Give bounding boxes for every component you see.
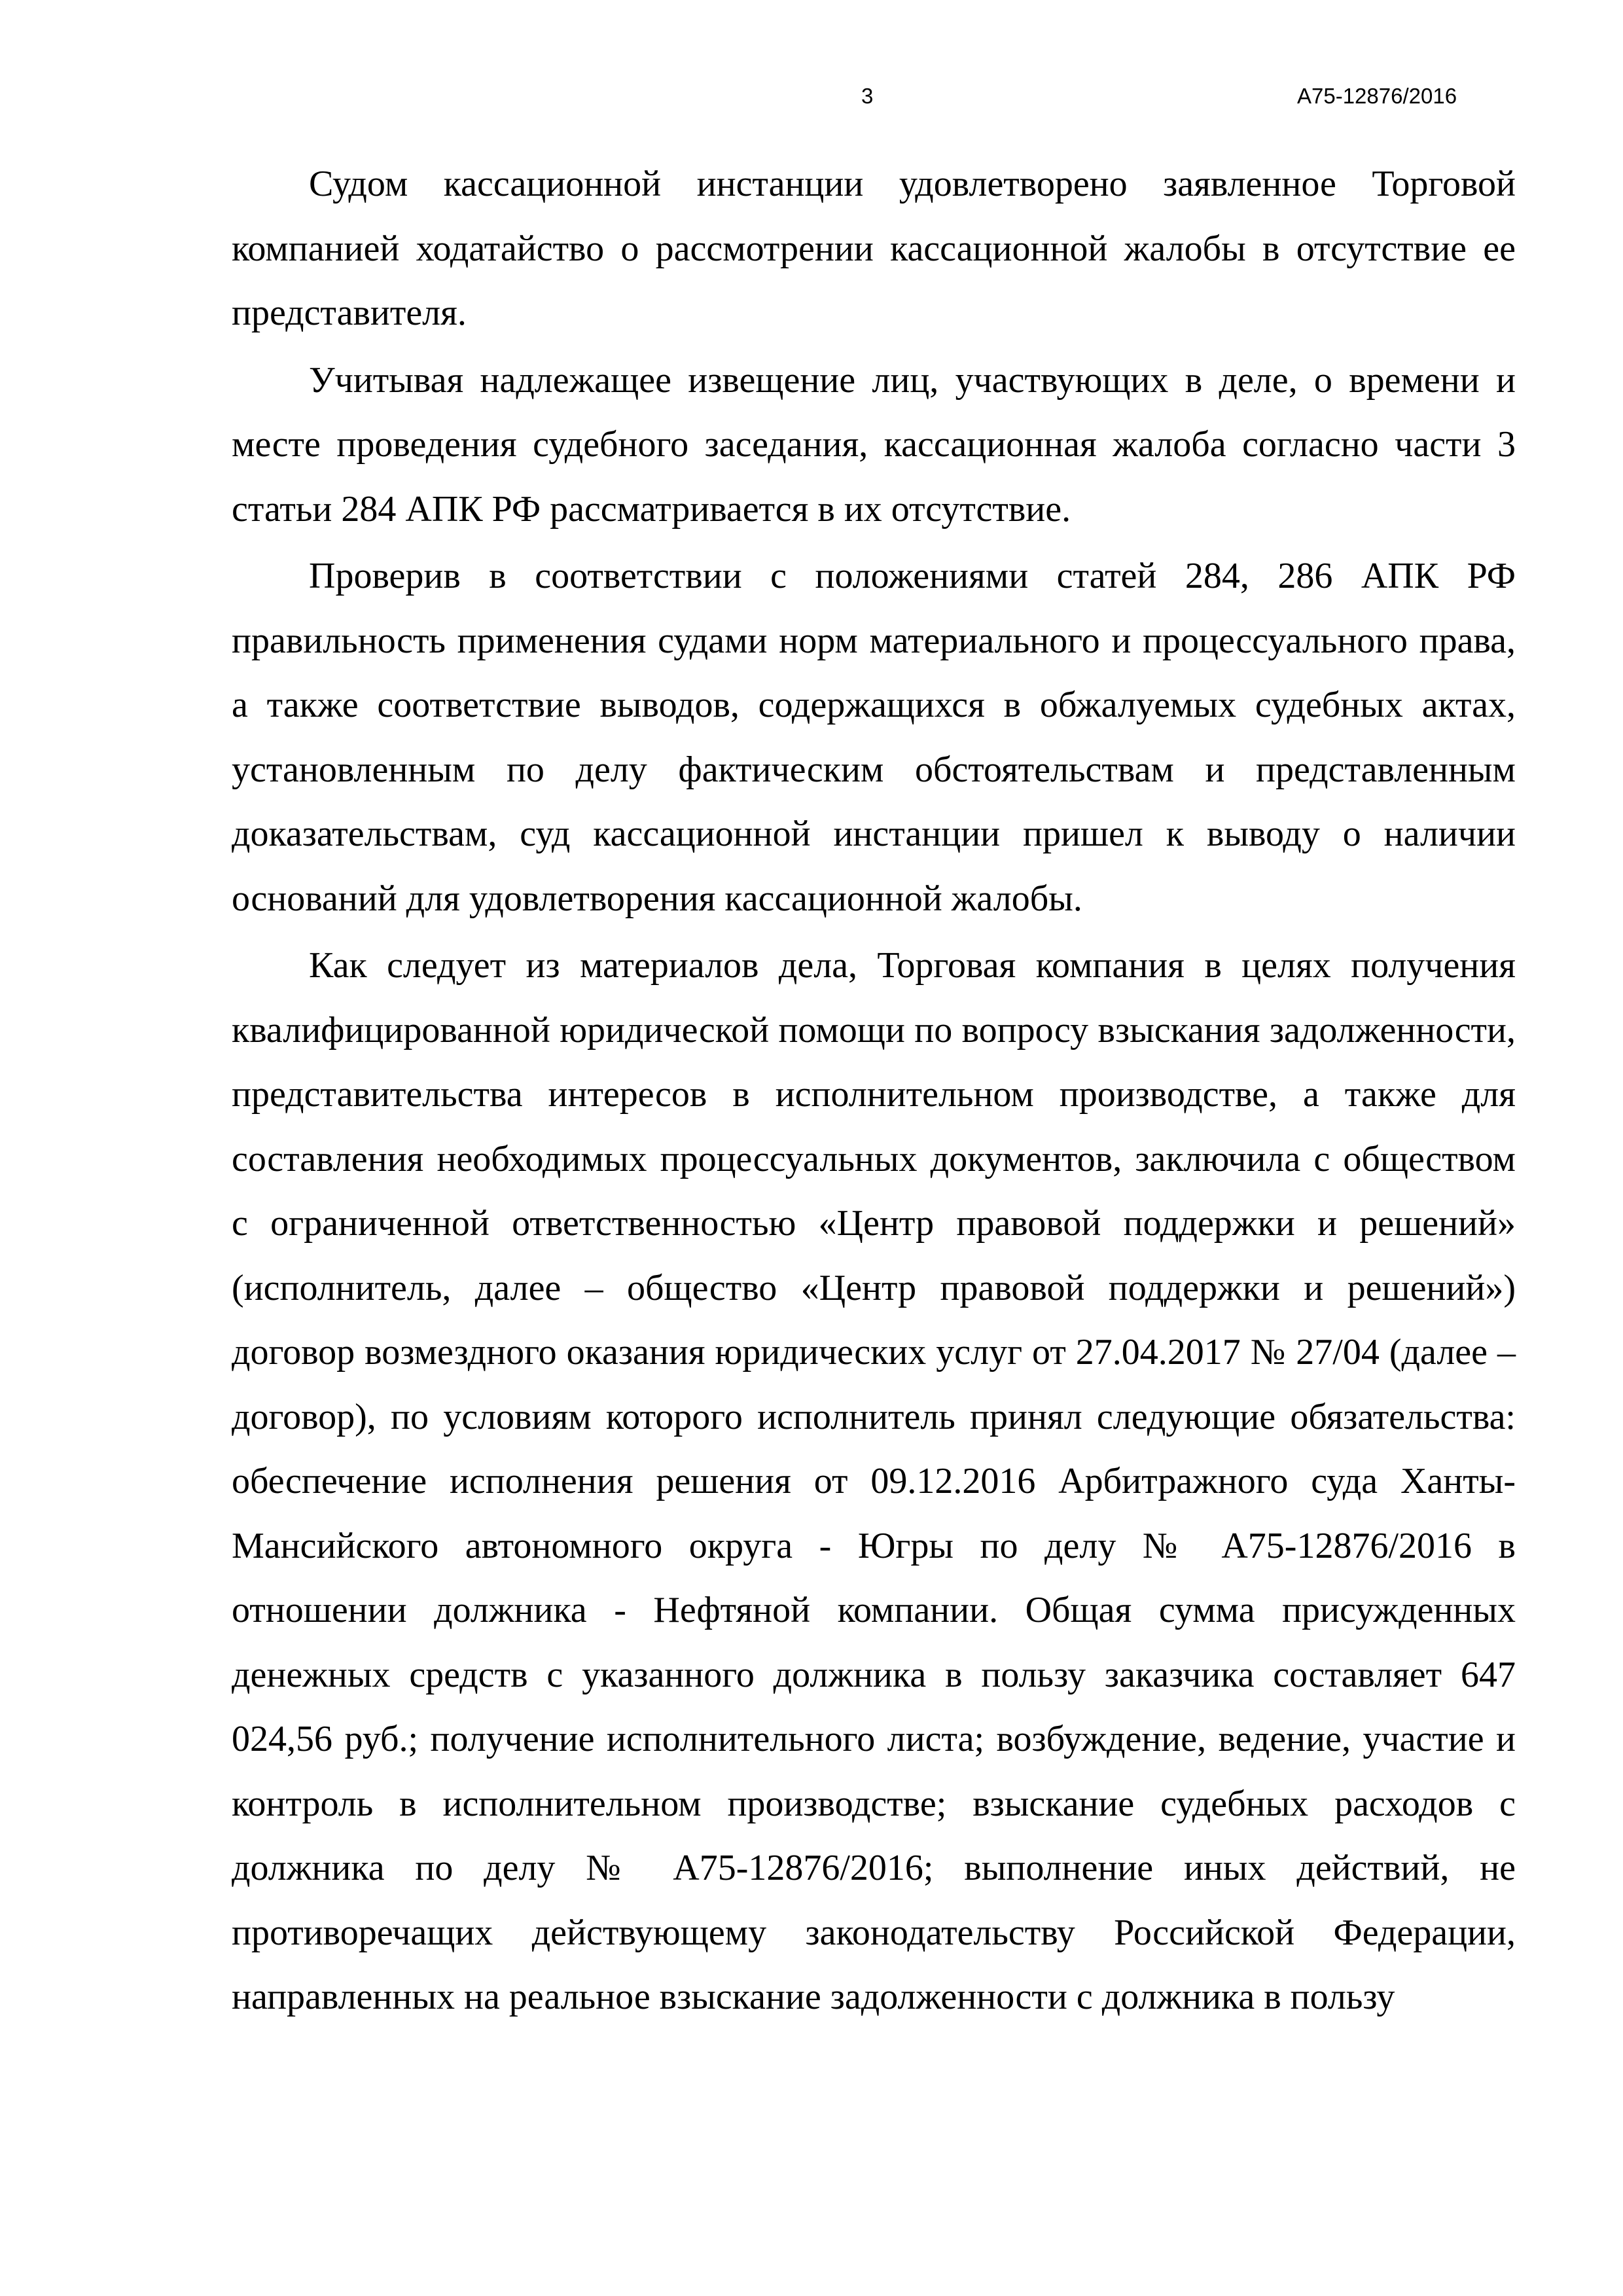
paragraph-1: Судом кассационной инстанции удовлетворено заявленное Торговой компанией ходатайство о рассмотрении кассационной жалобы в отсутствие ее представителя. [232,164,1516,333]
paragraph-3: Проверив в соответствии с положениями статей 284, 286 АПК РФ правильность применения судами норм материального и процессуального права, а также соответствие выводов, содержащихся в обжалуемых судебных актах, установленным по делу фактическим обстоятельствам и представленным доказательствам, суд кассационной инстанции пришел к выводу о наличии оснований для удовлетворения кассационной жалобы. [232,556,1516,919]
document-body [232,152,1516,2032]
paragraph-2: Учитывая надлежащее извещение лиц, участвующих в деле, о времени и месте проведения судебного заседания, кассационная жалоба согласно части 3 статьи 284 АПК РФ рассматривается в их отсутствие. [232,359,1516,529]
page-number: 3 [861,84,874,108]
paragraph-4: Как следует из материалов дела, Торговая компания в целях получения квалифицированной юридической помощи по вопросу взыскания задолженности, представительства интересов в исполнительном производстве, а также для составления необходимых процессуальных документов, заключила с обществом с ограниченной ответственностью «Центр правовой поддержки и решений» (исполнитель, далее – общество «Центр правовой поддержки и решений») договор возмездного оказания юридических услуг от 27.04.2017 № 27/04 (далее – договор), по условиям которого исполнитель принял следующие обязательства: обеспечение исполнения решения от 09.12.2016 Арбитражного суда Ханты-Мансийского автономного округа - Югры по делу № А75-12876/2016 в отношении должника - Нефтяной компании. Общая сумма присужденных денежных средств с указанного должника в пользу заказчика составляет 647 024,56 руб.; получение исполнительного листа; возбуждение, ведение, участие и контроль в исполнительном производстве; взыскание судебных расходов с должника по делу № А75-12876/2016; выполнение иных действий, не противоречащих действующему законодательству Российской Федерации, направленных на реальное взыскание задолженности с должника в пользу [232,945,1516,2017]
case-number: А75-12876/2016 [1297,84,1457,108]
